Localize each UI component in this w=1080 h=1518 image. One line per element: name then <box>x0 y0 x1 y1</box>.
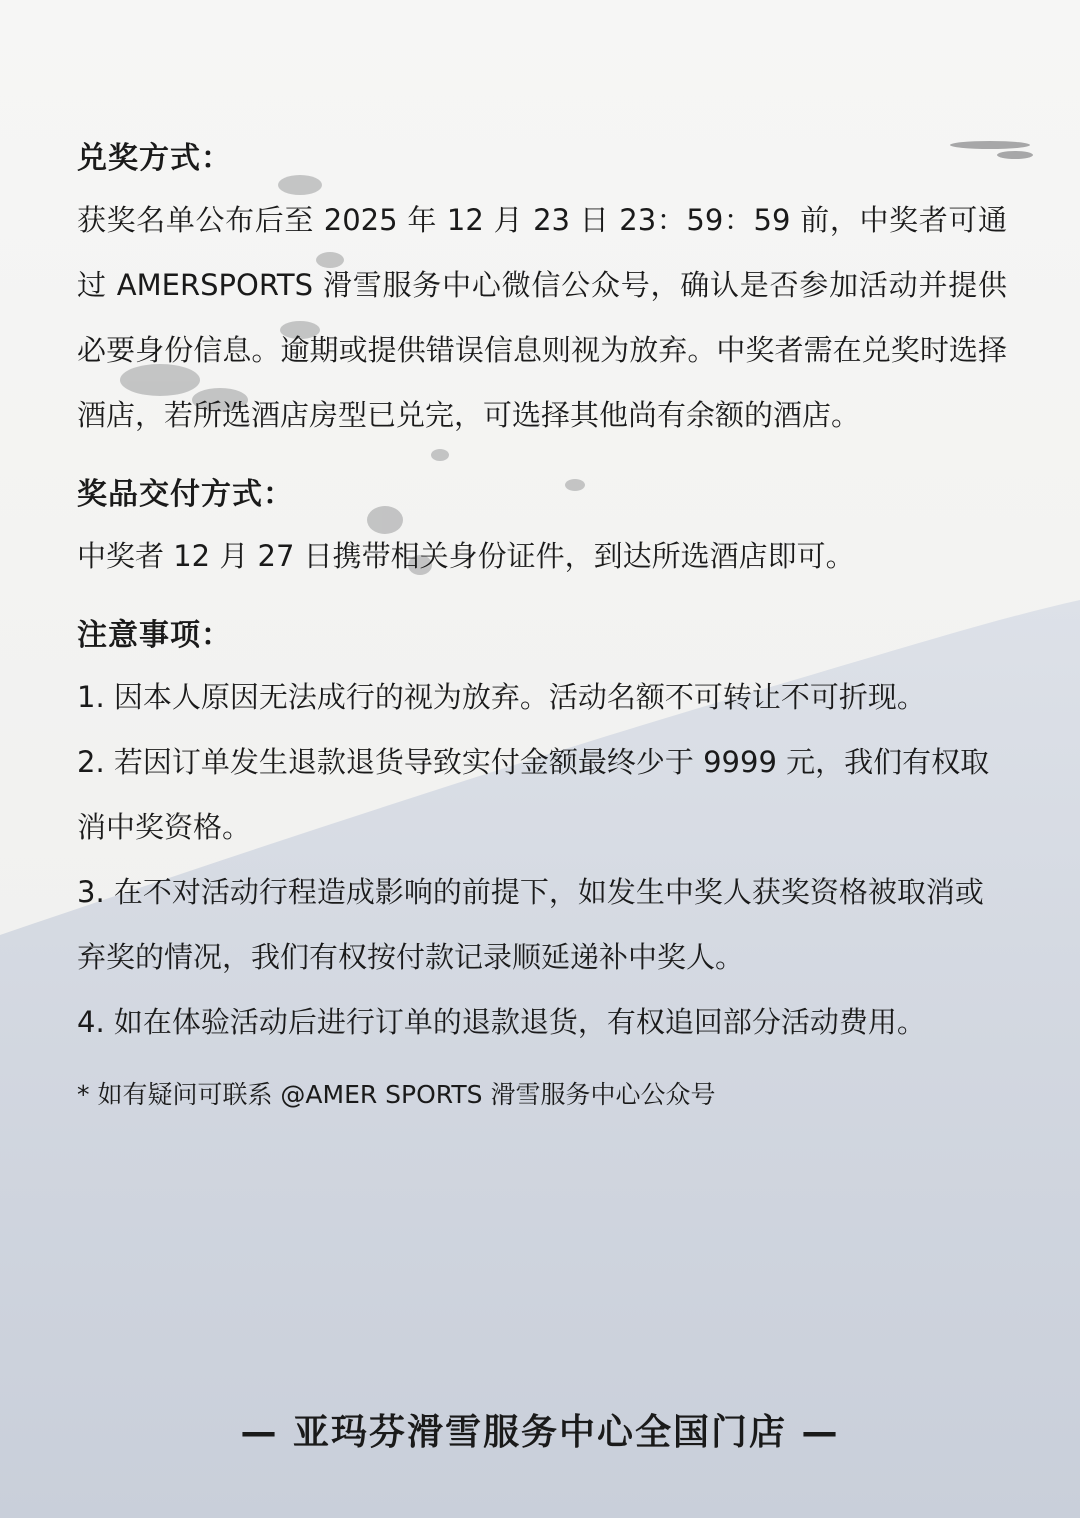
note-item: 1. 因本人原因无法成行的视为放弃。活动名额不可转让不可折现。 <box>77 680 926 714</box>
delivery-body: 中奖者 12 月 27 日携带相关身份证件，到达所选酒店即可。 <box>77 539 855 573</box>
redeem-body: 获奖名单公布后至 2025 年 12 月 23 日 23：59：59 前，中奖者可通过 AMERSPORTS 滑雪服务中心微信公众号，确认是否参加活动并提供必要身份信息。逾期或提供错误信息则视为放弃。中奖者需在兑奖时选择酒店，若所选酒店房型已兑完，可选择其他尚有余额的酒店。 <box>77 203 1007 432</box>
contact-footnote: * 如有疑问可联系 @AMER SPORTS 滑雪服务中心公众号 <box>77 1080 716 1109</box>
rules-content <box>77 130 1007 1115</box>
note-item: 4. 如在体验活动后进行订单的退款退货，有权追回部分活动费用。 <box>77 1005 926 1039</box>
notes-heading: 注意事项： <box>77 618 232 653</box>
store-signature: — 亚玛芬滑雪服务中心全国门店 — <box>240 1412 840 1453</box>
redeem-heading: 兑奖方式： <box>77 141 232 176</box>
note-item: 3. 在不对活动行程造成影响的前提下，如发生中奖人获奖资格被取消或弃奖的情况，我们有权按付款记录顺延递补中奖人。 <box>77 875 984 974</box>
note-item: 2. 若因订单发生退款退货导致实付金额最终少于 9999 元，我们有权取消中奖资格。 <box>77 745 990 844</box>
delivery-heading: 奖品交付方式： <box>77 477 294 512</box>
notes-list <box>77 665 1007 1055</box>
